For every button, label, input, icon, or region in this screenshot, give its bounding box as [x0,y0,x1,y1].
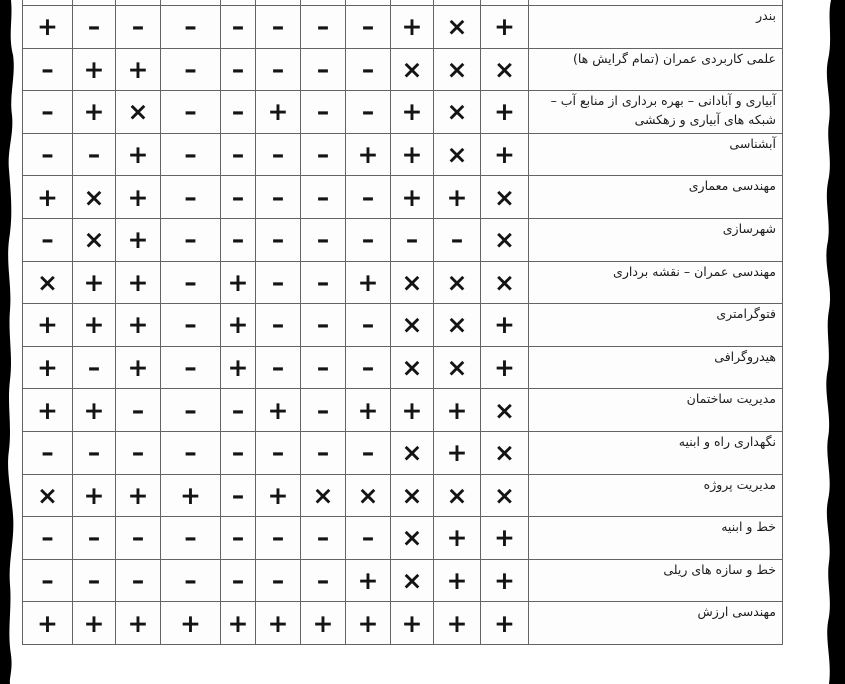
symbol-cell: + [256,602,301,645]
symbol-cell: + [391,6,434,49]
symbol-cell: + [161,474,221,517]
symbol-cell: – [301,304,346,347]
table-row [23,602,783,645]
symbol-cell: – [161,431,221,474]
row-label: فتوگرامتری [529,304,783,347]
symbol-cell: – [73,346,116,389]
symbol-cell: + [256,474,301,517]
table-row [23,133,783,176]
symbol-cell: – [301,389,346,432]
symbol-cell: + [23,304,73,347]
symbol-cell: – [161,261,221,304]
symbol-cell: + [346,602,391,645]
symbol-cell: – [23,559,73,602]
symbol-cell: + [301,602,346,645]
symbol-cell: + [221,602,256,645]
symbol-cell: + [434,602,481,645]
symbol-cell: – [73,517,116,560]
symbol-cell: + [434,431,481,474]
symbol-cell: × [301,474,346,517]
symbol-cell: – [301,48,346,91]
row-label: مدیریت پروژه [529,474,783,517]
symbol-cell: + [23,346,73,389]
symbol-cell: – [301,133,346,176]
table-row [23,218,783,261]
symbol-cell: – [256,261,301,304]
symbol-cell: – [116,517,161,560]
symbol-cell: × [434,346,481,389]
symbol-cell: – [301,559,346,602]
symbol-cell: – [161,133,221,176]
symbol-cell: + [116,602,161,645]
symbol-cell: – [23,133,73,176]
symbol-cell: + [481,6,529,49]
symbol-cell: × [434,48,481,91]
symbol-cell: + [73,48,116,91]
symbol-cell: – [221,517,256,560]
row-label: نگهداری راه و ابنیه [529,431,783,474]
table-row [23,48,783,91]
symbol-cell: – [73,431,116,474]
symbol-cell: – [346,304,391,347]
symbol-cell: – [73,6,116,49]
symbol-cell: × [481,218,529,261]
row-label: آبیاری و آبادانی – بهره برداری از منابع آب – شبکه های آبیاری و زهکشی [529,91,783,134]
symbol-cell: – [116,431,161,474]
symbol-cell: + [481,602,529,645]
table-row [23,304,783,347]
symbol-cell: – [161,559,221,602]
symbol-cell: + [116,48,161,91]
symbol-cell: – [301,517,346,560]
symbol-cell: – [256,133,301,176]
symbol-cell: – [256,346,301,389]
row-label: مهندسی عمران – نقشه برداری [529,261,783,304]
symbol-cell: – [301,6,346,49]
symbol-cell: + [346,559,391,602]
symbol-cell: + [481,304,529,347]
symbol-cell: – [256,218,301,261]
symbol-cell: – [161,346,221,389]
torn-edge-right-shape [826,0,845,684]
symbol-cell: + [116,261,161,304]
table-row [23,6,783,49]
symbol-cell: × [391,559,434,602]
symbol-cell: – [23,431,73,474]
symbol-cell: + [116,176,161,219]
symbol-cell: – [256,48,301,91]
symbol-cell: + [73,91,116,134]
symbol-cell: + [256,389,301,432]
symbol-cell: – [434,218,481,261]
symbol-cell: + [481,517,529,560]
symbol-cell: – [301,346,346,389]
torn-edge-left-shape [0,0,14,684]
row-label: علمی کاربردی عمران (تمام گرایش ها) [529,48,783,91]
symbol-cell: + [23,176,73,219]
row-label: شهرسازی [529,218,783,261]
matrix-body [23,0,783,644]
symbol-cell: – [23,48,73,91]
symbol-cell: – [301,176,346,219]
symbol-cell: – [221,48,256,91]
symbol-cell: – [346,6,391,49]
symbol-cell: × [481,48,529,91]
table-row [23,261,783,304]
symbol-cell: – [256,431,301,474]
symbol-cell: × [434,6,481,49]
table-row [23,91,783,134]
symbol-cell: + [391,602,434,645]
symbol-cell: – [23,91,73,134]
symbol-cell: – [221,133,256,176]
row-label: مهندسی ارزش [529,602,783,645]
symbol-cell: – [73,133,116,176]
symbol-cell: + [161,602,221,645]
symbol-cell: × [481,474,529,517]
symbol-cell: + [346,261,391,304]
symbol-cell: + [434,517,481,560]
symbol-cell: – [346,346,391,389]
symbol-cell: × [434,261,481,304]
symbol-cell: – [221,559,256,602]
symbol-cell: – [161,517,221,560]
symbol-cell: – [161,218,221,261]
symbol-cell: + [481,559,529,602]
symbol-cell: × [391,474,434,517]
symbol-cell: × [391,48,434,91]
symbol-cell: – [301,218,346,261]
symbol-cell: + [481,133,529,176]
symbol-cell: – [161,389,221,432]
symbol-cell: × [73,218,116,261]
table-row [23,474,783,517]
symbol-cell: × [391,304,434,347]
symbol-cell: × [23,261,73,304]
symbol-cell: – [221,6,256,49]
row-label: آبشناسی [529,133,783,176]
symbol-cell: + [221,346,256,389]
symbol-cell: + [481,91,529,134]
symbol-cell: + [116,218,161,261]
row-label: خط و ابنیه [529,517,783,560]
row-label: بندر [529,6,783,49]
symbol-cell: – [116,559,161,602]
symbol-cell: – [256,176,301,219]
symbol-cell: × [23,474,73,517]
symbol-cell: + [346,133,391,176]
symbol-cell: + [73,261,116,304]
symbol-cell: + [391,389,434,432]
symbol-cell: × [346,474,391,517]
symbol-cell: + [23,389,73,432]
row-label: هیدروگرافی [529,346,783,389]
symbol-cell: – [391,218,434,261]
symbol-cell: – [221,218,256,261]
symbol-cell: + [391,176,434,219]
symbol-cell: – [346,431,391,474]
symbol-cell: – [116,389,161,432]
symbol-cell: × [116,91,161,134]
symbol-cell: – [161,6,221,49]
symbol-cell: × [434,91,481,134]
symbol-cell: – [346,48,391,91]
symbol-cell: – [221,176,256,219]
symbol-cell: + [391,91,434,134]
row-label: مهندسی معماری [529,176,783,219]
table-row [23,431,783,474]
symbol-cell: × [391,431,434,474]
symbol-cell: – [256,517,301,560]
symbol-cell: – [161,304,221,347]
symbol-cell: × [73,176,116,219]
symbol-cell: + [346,389,391,432]
symbol-cell: – [256,559,301,602]
symbol-cell: × [481,176,529,219]
symbol-cell: + [434,559,481,602]
symbol-cell: + [73,602,116,645]
symbol-cell: – [221,431,256,474]
symbol-cell: + [23,602,73,645]
symbol-cell: × [481,389,529,432]
table-row [23,389,783,432]
symbol-cell: × [391,261,434,304]
row-label: خط و سازه های ریلی [529,559,783,602]
symbol-cell: – [23,517,73,560]
symbol-cell: + [116,346,161,389]
symbol-cell: – [161,176,221,219]
symbol-cell: + [73,474,116,517]
symbol-cell: – [301,91,346,134]
symbol-cell: – [221,474,256,517]
symbol-cell: – [346,218,391,261]
symbol-cell: – [346,517,391,560]
table-row [23,176,783,219]
table-row [23,517,783,560]
symbol-cell: – [221,389,256,432]
symbol-cell: – [116,6,161,49]
symbol-cell: + [481,346,529,389]
symbol-cell: – [301,431,346,474]
symbol-cell: + [221,261,256,304]
symbol-cell: + [256,91,301,134]
row-label: مدیریت ساختمان [529,389,783,432]
symbol-cell: – [256,304,301,347]
symbol-cell: × [481,261,529,304]
symbol-cell: + [116,304,161,347]
symbol-cell: + [434,176,481,219]
symbol-cell: × [434,133,481,176]
symbol-cell: + [221,304,256,347]
symbol-cell: + [73,389,116,432]
symbol-cell: – [161,48,221,91]
symbol-cell: × [434,304,481,347]
symbol-cell: × [481,431,529,474]
symbol-cell: + [391,133,434,176]
symbol-cell: – [73,559,116,602]
symbol-cell: × [434,474,481,517]
table-row [23,559,783,602]
symbol-cell: + [23,6,73,49]
symbol-cell: × [391,346,434,389]
symbol-cell: – [346,176,391,219]
symbol-cell: + [73,304,116,347]
symbol-cell: + [434,389,481,432]
symbol-cell: – [346,91,391,134]
symbol-cell: + [116,474,161,517]
symbol-cell: – [256,6,301,49]
table-row [23,346,783,389]
comparison-matrix-table [22,0,783,645]
symbol-cell: + [116,133,161,176]
symbol-cell: – [161,91,221,134]
symbol-cell: – [23,218,73,261]
symbol-cell: – [301,261,346,304]
symbol-cell: × [391,517,434,560]
symbol-cell: – [221,91,256,134]
